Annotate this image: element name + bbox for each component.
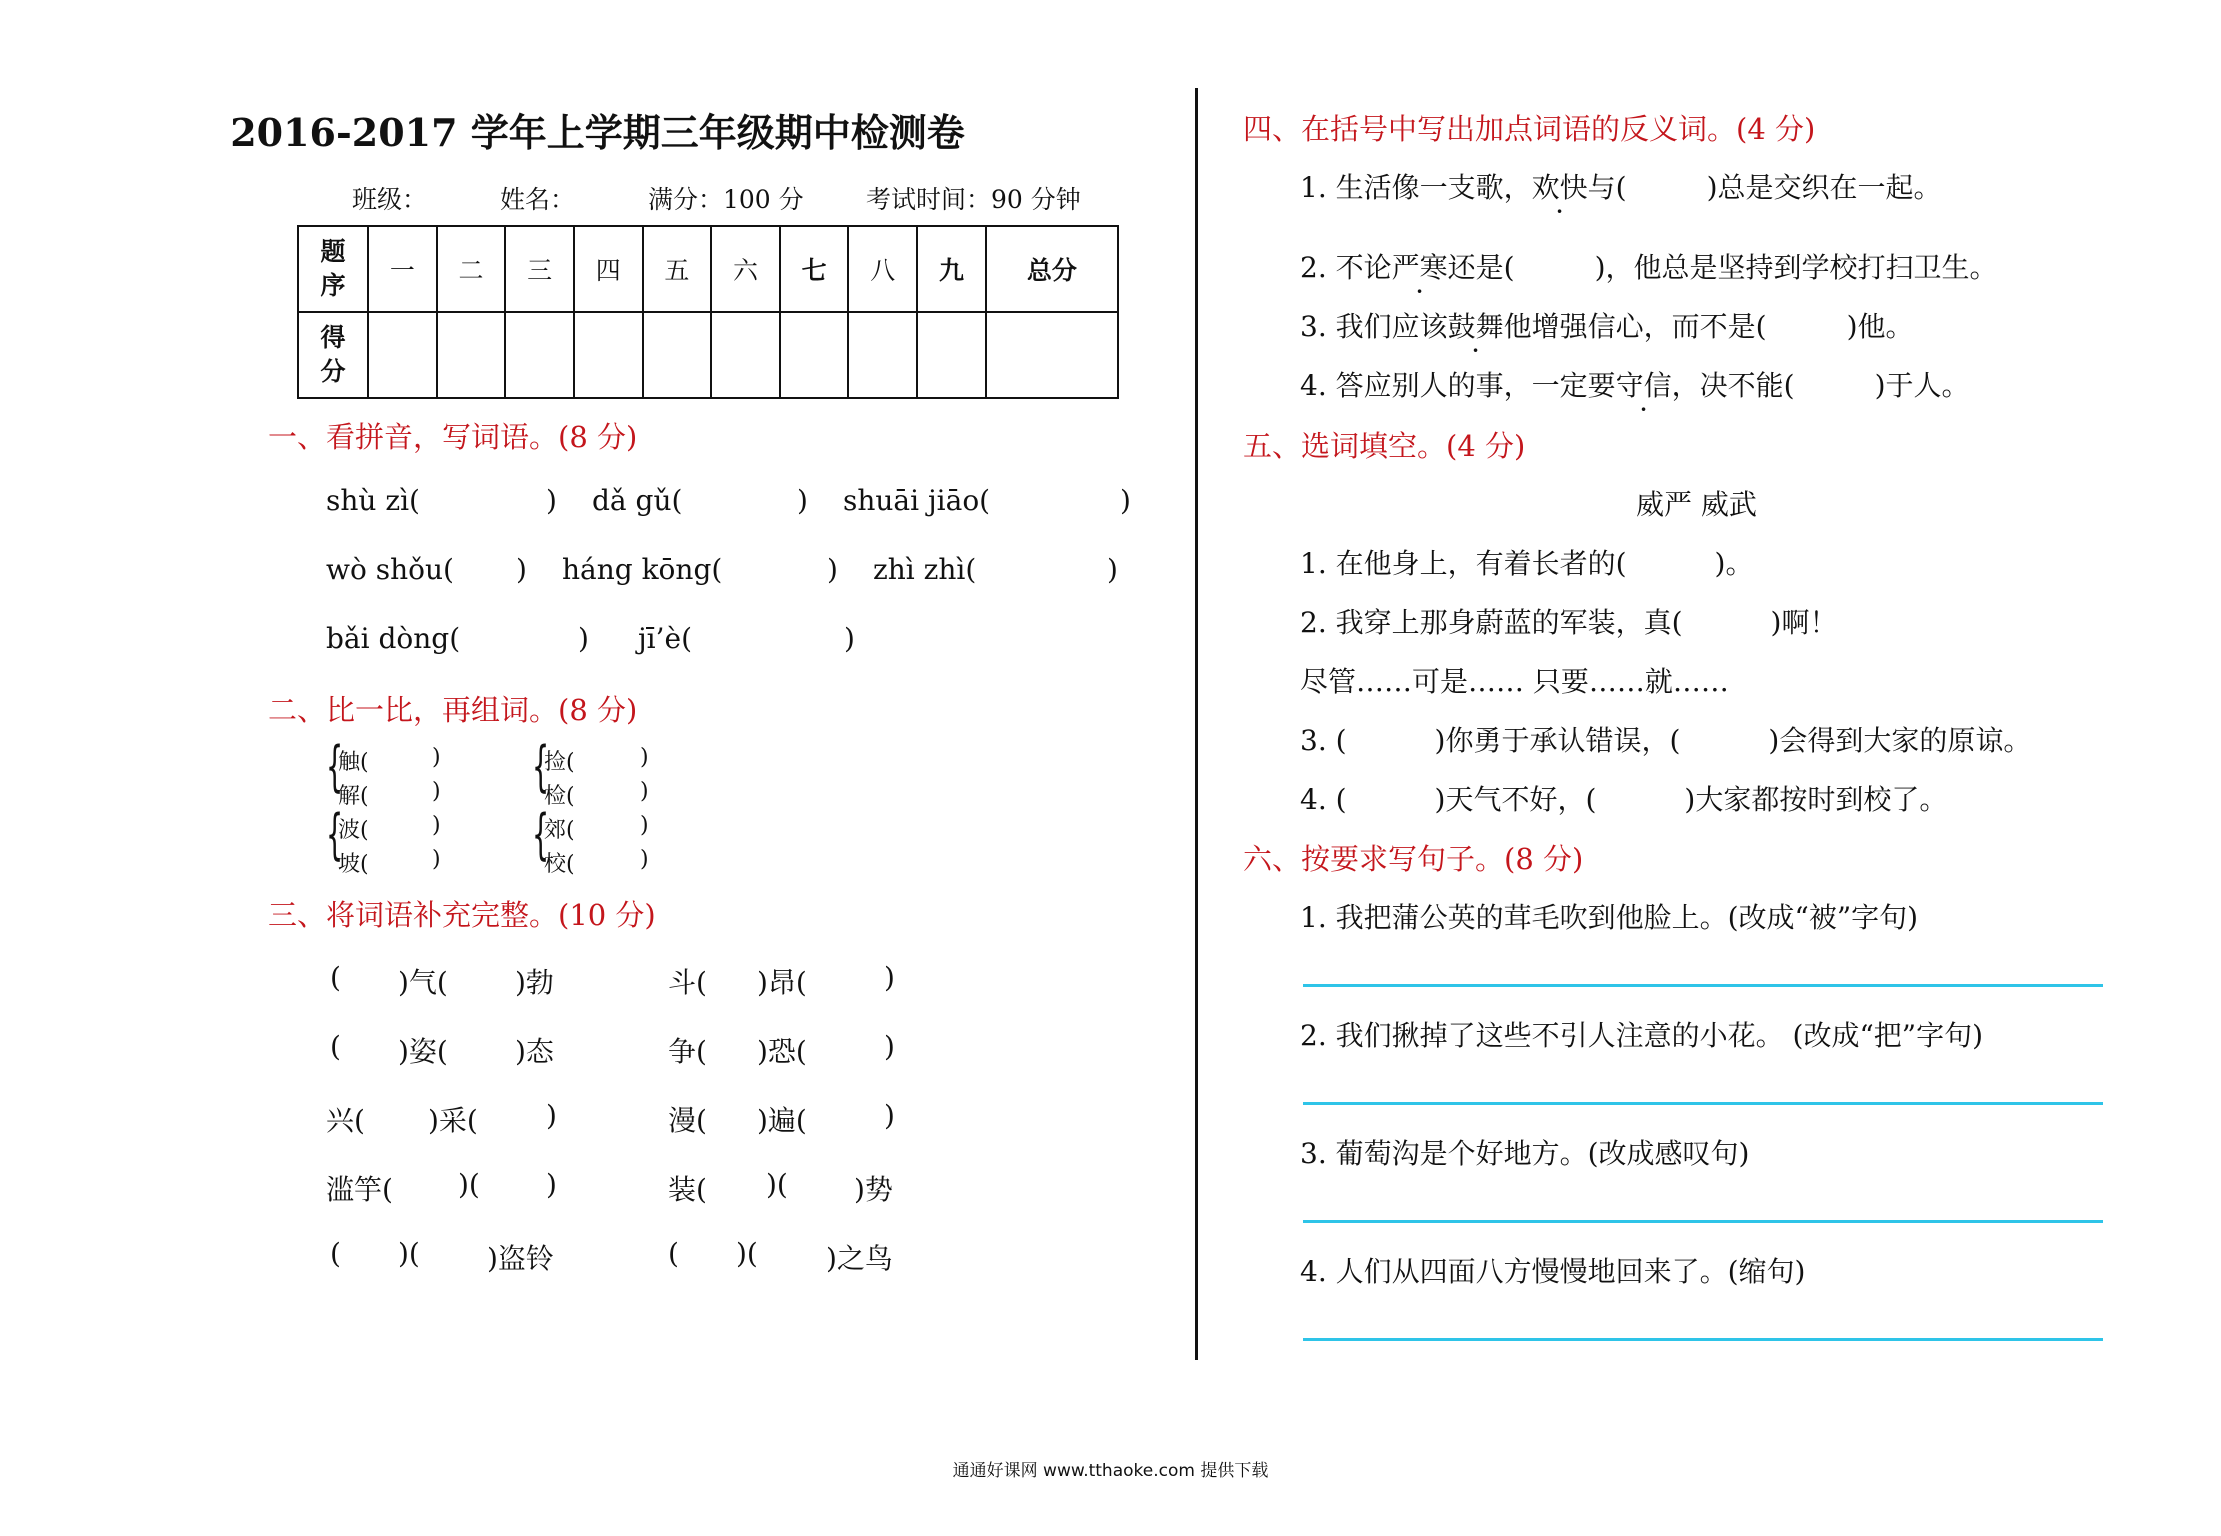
section-4-heading: 四、在括号中写出加点词语的反义词。(4 分) (1243, 112, 1816, 146)
page-title: 2016-2017 学年上学期三年级期中检测卷 (230, 110, 965, 155)
bracket-close: ) (844, 622, 855, 655)
col-6: 六 (711, 226, 780, 312)
bracket-close: ) (1120, 484, 1131, 517)
pinyin-item: háng kōng( (562, 553, 723, 586)
idiom-part: )勃 (515, 966, 554, 999)
section-6-heading: 六、按要求写句子。(8 分) (1243, 842, 1584, 876)
compare-char: 捡( (544, 750, 575, 775)
s4-q4: 4. 答应别人的事，一定要守信，决不能( )于人。 (1300, 364, 1970, 404)
col-2: 二 (437, 226, 506, 312)
bracket-close: ) (827, 553, 838, 586)
brace-icon: { (326, 735, 344, 798)
dotted-word: 严寒 (1391, 251, 1448, 284)
compare-char: 郊( (544, 818, 575, 843)
idiom-part: ( (330, 1237, 341, 1270)
bracket-close: ) (516, 553, 527, 586)
idiom-part: ) (546, 1099, 557, 1132)
section-1-heading: 一、看拼音，写词语。(8 分) (268, 420, 638, 454)
idiom-part: ) (546, 1168, 557, 1201)
exam-time-label: 考试时间：90 分钟 (866, 185, 1081, 214)
bracket-close: ) (432, 745, 441, 770)
idiom-part: )态 (515, 1035, 554, 1068)
score-cell[interactable] (574, 312, 643, 398)
s4-q1: 1. 生活像一支歌，欢快与( )总是交织在一起。 (1300, 166, 1942, 206)
s5-q3: 3. ( )你勇于承认错误，( )会得到大家的原谅。 (1300, 724, 2032, 757)
score-cell[interactable] (437, 312, 506, 398)
section-5-heading: 五、选词填空。(4 分) (1243, 429, 1526, 463)
col-total: 总分 (986, 226, 1118, 312)
idiom-part: ( (330, 961, 341, 994)
idiom-part: ) (884, 1030, 895, 1063)
compare-char: 触( (338, 750, 369, 775)
column-divider (1195, 88, 1198, 1360)
idiom-part: )昂( (757, 966, 807, 999)
dotted-word: 鼓舞 (1447, 310, 1504, 343)
idiom-part: )之鸟 (826, 1242, 893, 1275)
pinyin-item: dǎ gǔ( (592, 484, 683, 517)
dotted-word: 守信 (1615, 369, 1672, 402)
idiom-part: )( (766, 1168, 788, 1201)
bracket-close: ) (578, 622, 589, 655)
bracket-close: ) (640, 813, 649, 838)
class-label: 班级： (352, 185, 428, 214)
col-9: 九 (917, 226, 986, 312)
idiom-part: )气( (398, 966, 448, 999)
score-cell[interactable] (848, 312, 917, 398)
score-cell[interactable] (505, 312, 574, 398)
idiom-part: 装( (668, 1173, 707, 1206)
bracket-close: ) (432, 779, 441, 804)
idiom-part: 争( (668, 1035, 707, 1068)
s4-q3: 3. 我们应该鼓舞他增强信心，而不是( )他。 (1300, 305, 1914, 345)
brace-icon: { (532, 735, 550, 798)
compare-char: 检( (544, 784, 575, 809)
score-cell[interactable] (780, 312, 849, 398)
score-cell[interactable] (711, 312, 780, 398)
idiom-part: ( (330, 1030, 341, 1063)
idiom-part: 漫( (668, 1104, 707, 1137)
col-1: 一 (368, 226, 437, 312)
s6-q3: 3. 葡萄沟是个好地方。(改成感叹句) (1300, 1137, 1750, 1170)
score-cell[interactable] (368, 312, 437, 398)
idiom-part: )采( (428, 1104, 478, 1137)
table-header-cell: 题 序 (298, 226, 368, 312)
col-7: 七 (780, 226, 849, 312)
name-label: 姓名： (500, 185, 576, 214)
compare-char: 波( (338, 818, 369, 843)
full-score-label: 满分：100 分 (648, 185, 804, 214)
idiom-part: )恐( (757, 1035, 807, 1068)
section-2-heading: 二、比一比，再组词。(8 分) (268, 693, 638, 727)
bracket-close: ) (640, 745, 649, 770)
idiom-part: )势 (854, 1173, 893, 1206)
brace-icon: { (326, 803, 344, 866)
col-8: 八 (848, 226, 917, 312)
compare-char: 校( (544, 852, 575, 877)
compare-char: 坡( (338, 852, 369, 877)
bracket-close: ) (640, 847, 649, 872)
word-choices-1: 威严 威武 (1636, 488, 1757, 521)
col-3: 三 (505, 226, 574, 312)
score-table (297, 225, 1119, 399)
idiom-part: ) (884, 1099, 895, 1132)
idiom-part: 斗( (668, 966, 707, 999)
answer-line[interactable] (1303, 1102, 2103, 1105)
pinyin-item: shuāi jiāo( (843, 484, 991, 517)
bracket-close: ) (432, 813, 441, 838)
pinyin-item: jī’è( (638, 622, 693, 655)
score-cell[interactable] (917, 312, 986, 398)
idiom-part: )( (398, 1237, 420, 1270)
pinyin-item: wò shǒu( (326, 553, 454, 586)
s4-q2: 2. 不论严寒还是( )，他总是坚持到学校打扫卫生。 (1300, 246, 1998, 286)
answer-line[interactable] (1303, 1338, 2103, 1341)
score-cell[interactable] (986, 312, 1118, 398)
s6-q4: 4. 人们从四面八方慢慢地回来了。(缩句) (1300, 1255, 1806, 1288)
idiom-part: 兴( (326, 1104, 365, 1137)
bracket-close: ) (1107, 553, 1118, 586)
idiom-part: )遍( (757, 1104, 807, 1137)
idiom-part: 滥竽( (326, 1173, 393, 1206)
answer-line[interactable] (1303, 984, 2103, 987)
bracket-close: ) (797, 484, 808, 517)
idiom-part: ( (668, 1237, 679, 1270)
idiom-part: )( (736, 1237, 758, 1270)
score-row-header: 得 分 (298, 312, 368, 398)
brace-icon: { (532, 803, 550, 866)
bracket-close: ) (640, 779, 649, 804)
s5-q4: 4. ( )天气不好，( )大家都按时到校了。 (1300, 783, 1948, 816)
section-3-heading: 三、将词语补充完整。(10 分) (268, 898, 656, 932)
footer-credit: 通通好课网 www.tthaoke.com 提供下载 (952, 1461, 1269, 1481)
s5-q1: 1. 在他身上，有着长者的( )。 (1300, 547, 1754, 580)
col-5: 五 (643, 226, 712, 312)
pinyin-item: shù zì( (326, 484, 420, 517)
word-choices-2: 尽管……可是…… 只要……就…… (1300, 665, 1729, 698)
col-4: 四 (574, 226, 643, 312)
bracket-close: ) (432, 847, 441, 872)
idiom-part: )( (458, 1168, 480, 1201)
pinyin-item: bǎi dòng( (326, 622, 461, 655)
bracket-close: ) (546, 484, 557, 517)
idiom-part: ) (884, 961, 895, 994)
pinyin-item: zhì zhì( (873, 553, 977, 586)
s6-q1: 1. 我把蒲公英的茸毛吹到他脸上。(改成“被”字句) (1300, 901, 1919, 934)
answer-line[interactable] (1303, 1220, 2103, 1223)
s5-q2: 2. 我穿上那身蔚蓝的军装，真( )啊！ (1300, 606, 1838, 639)
s6-q2: 2. 我们揪掉了这些不引人注意的小花。 (改成“把”字句) (1300, 1019, 1983, 1052)
dotted-word: 欢快 (1531, 171, 1588, 204)
compare-char: 解( (338, 784, 369, 809)
idiom-part: )姿( (398, 1035, 448, 1068)
score-cell[interactable] (643, 312, 712, 398)
idiom-part: )盗铃 (487, 1242, 554, 1275)
